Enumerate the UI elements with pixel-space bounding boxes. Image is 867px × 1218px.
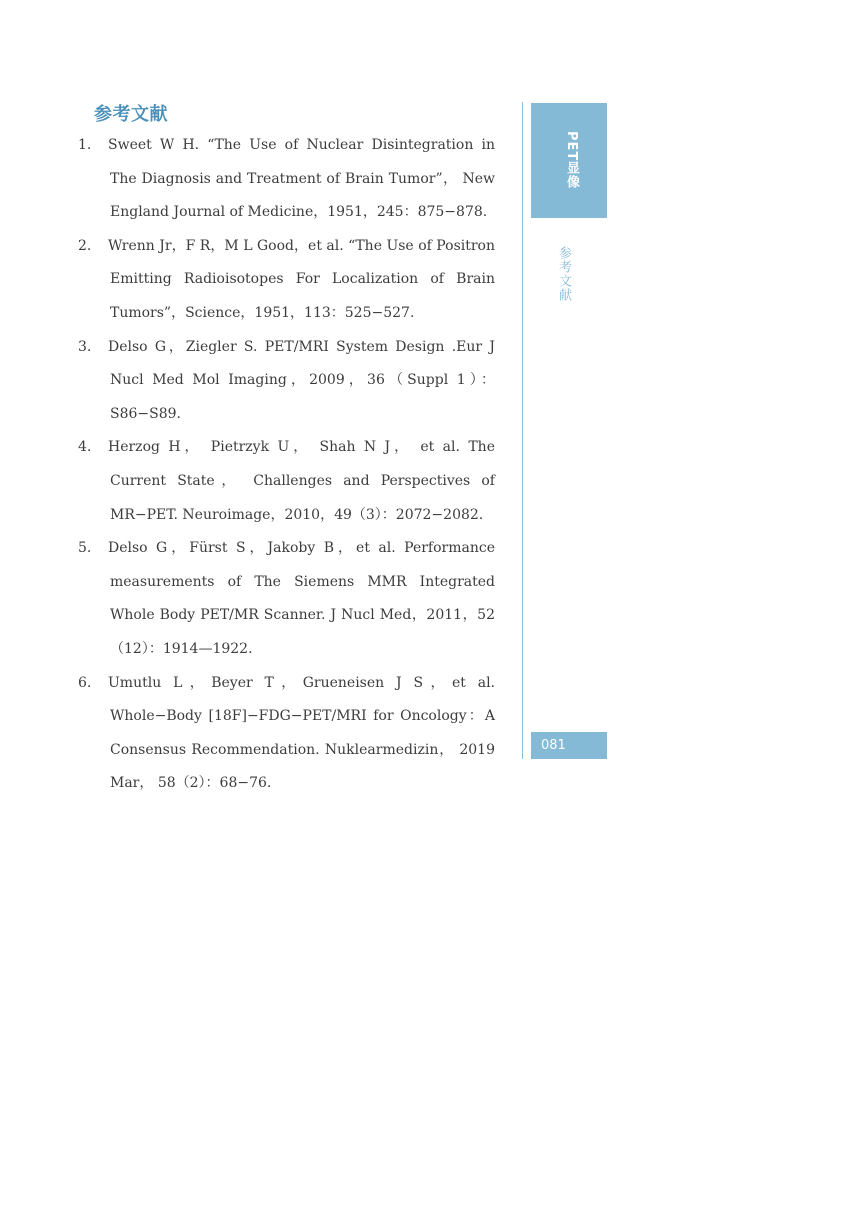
reference-text: Sweet W H. “The Use of Nuclear Disintegration in The Diagnosis and Treatment of Brain Tumor”， New England Journal of Medicine，1951，245：875−878. [108, 137, 495, 221]
reference-number: 6. [78, 674, 92, 691]
reference-text: Delso G，Ziegler S. PET/MRI System Design .Eur J Nucl Med Mol Imaging，2009，36（Suppl 1）：S86−S89. [108, 338, 495, 422]
reference-item [78, 129, 495, 230]
reference-text: Delso G，Fürst S，Jakoby B，et al. Performance measurements of The Siemens MMR Integrated Whole Body PET/MR Scanner. J Nucl Med，2011，52（12）：1914—1922. [108, 540, 495, 657]
chapter-tab [531, 103, 607, 218]
chapter-tab-label: PET显像 [564, 131, 579, 190]
reference-item [78, 667, 495, 801]
reference-item [78, 331, 495, 432]
reference-text: Umutlu L，Beyer T，Grueneisen J S，et al. Whole−Body [18F]−FDG−PET/MRI for Oncology：A Consensus Recommendation. Nuklearmedizin， 2019 Mar， 58（2）：68−76. [108, 674, 495, 792]
page-number: 081 [541, 738, 566, 753]
reference-item [78, 431, 495, 532]
reference-number: 1. [78, 137, 92, 153]
page-number-box [531, 732, 607, 759]
reference-number: 5. [78, 540, 92, 557]
reference-text: Wrenn Jr，F R，M L Good，et al. “The Use of Positron Emitting Radioisotopes For Localization of Brain Tumors”，Science，1951，113：525−527. [108, 237, 495, 321]
reference-number: 4. [78, 439, 92, 456]
reference-text: Herzog H， Pietrzyk U， Shah N J， et al. The Current State， Challenges and Perspectives of MR−PET. Neuroimage，2010，49（3）：2072−2082. [108, 439, 495, 523]
reference-number: 3. [78, 338, 92, 355]
section-heading: 参考文献 [94, 104, 168, 125]
sidebar-divider [522, 102, 523, 759]
reference-number: 2. [78, 237, 92, 254]
reference-item [78, 230, 495, 331]
section-label: 参考文献 [556, 246, 571, 302]
reference-item [78, 532, 495, 666]
reference-list [78, 129, 495, 801]
